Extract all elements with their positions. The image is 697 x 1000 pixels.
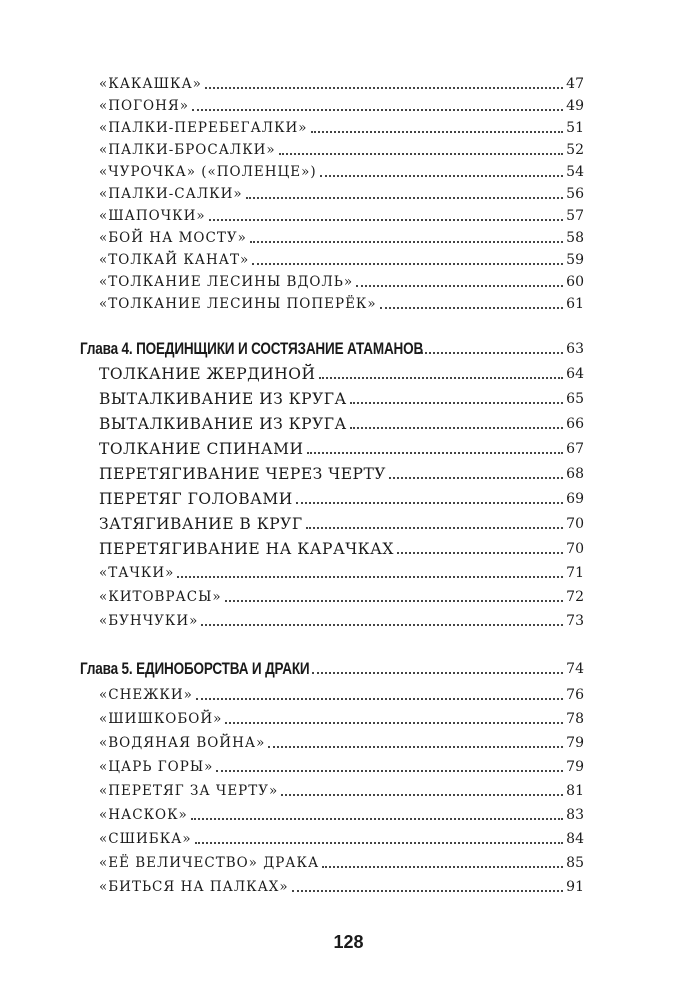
dot-leader [192,109,563,111]
entry-title: «БИТЬСЯ НА ПАЛКАХ» [99,879,289,895]
page-number: 128 [333,932,364,952]
dot-leader [356,285,563,287]
dot-leader [380,307,564,309]
entry-page: 79 [566,759,584,775]
toc-entry [99,74,584,94]
dot-leader [311,131,564,133]
chapter-heading [80,659,584,679]
toc-entry [99,853,584,873]
entry-page: 59 [566,252,584,268]
entry-title: «ТОЛКАНИЕ ЛЕСИНЫ ПОПЕРЁК» [99,296,377,312]
entry-title: ПЕРЕТЯГ ГОЛОВАМИ [99,490,293,508]
chapter-page: 63 [566,341,584,357]
dot-leader [209,219,564,221]
toc-entry [99,611,584,631]
entry-title: ПЕРЕТЯГИВАНИЕ НА КАРАЧКАХ [99,540,394,558]
chapter-title: Глава 4. ПОЕДИНЩИКИ И СОСТЯЗАНИЕ АТАМАНОВ [80,340,424,358]
dot-leader [312,672,563,674]
entry-title: ВЫТАЛКИВАНИЕ ИЗ КРУГА [99,390,347,408]
entry-title: «ЕЁ ВЕЛИЧЕСТВО» ДРАКА [99,855,320,871]
entry-page: 60 [566,274,584,290]
entry-page: 76 [566,687,584,703]
dot-leader [246,197,564,199]
entry-page: 61 [566,296,584,312]
toc-entry [99,464,584,484]
entry-page: 78 [566,711,584,727]
entry-title: ПЕРЕТЯГИВАНИЕ ЧЕРЕЗ ЧЕРТУ [99,465,387,483]
entry-title: «СНЕЖКИ» [99,687,193,703]
toc-entry [99,877,584,897]
entry-page: 84 [566,831,584,847]
dot-leader [250,241,563,243]
toc-entry [99,96,584,116]
toc-entry [99,364,584,384]
dot-leader [196,698,563,700]
dot-leader [292,890,564,892]
dot-leader [225,722,563,724]
entry-title: ТОЛКАНИЕ ЖЕРДИНОЙ [99,365,316,383]
entry-page: 71 [566,565,584,581]
entry-page: 68 [566,466,584,482]
toc-entry [99,489,584,509]
toc-entry [99,294,584,314]
dot-leader [307,452,564,454]
entry-title: «ПАЛКИ-САЛКИ» [99,186,243,202]
entry-title: «ПАЛКИ-БРОСАЛКИ» [99,142,276,158]
entry-page: 81 [566,783,584,799]
entry-title: ЗАТЯГИВАНИЕ В КРУГ [99,515,303,533]
entry-page: 72 [566,589,584,605]
entry-title: «ШАПОЧКИ» [99,208,206,224]
dot-leader [195,842,564,844]
chapter-title: Глава 5. ЕДИНОБОРСТВА И ДРАКИ [80,660,310,678]
entry-page: 58 [566,230,584,246]
toc-entry [99,685,584,705]
dot-leader [216,770,563,772]
toc-entry [99,184,584,204]
entry-title: «ТОЛКАЙ КАНАТ» [99,252,250,268]
dot-leader [418,352,563,354]
entry-page: 47 [566,76,584,92]
toc-entry [99,781,584,801]
entry-page: 67 [566,441,584,457]
toc-entry [99,805,584,825]
toc-entry [99,228,584,248]
dot-leader [389,477,563,479]
dot-leader [268,746,563,748]
toc-entry [99,757,584,777]
dot-leader [320,175,563,177]
dot-leader [191,818,563,820]
entry-page: 85 [566,855,584,871]
dot-leader [306,527,564,529]
entry-title: «ВОДЯНАЯ ВОЙНА» [99,735,266,751]
dot-leader [201,624,563,626]
dot-leader [322,866,563,868]
entry-title: «ПАЛКИ-ПЕРЕБЕГАЛКИ» [99,120,308,136]
entry-title: ВЫТАЛКИВАНИЕ ИЗ КРУГА [99,415,347,433]
entry-title: «НАСКОК» [99,807,188,823]
toc-entry [99,563,584,583]
entry-title: «ТАЧКИ» [99,565,175,581]
toc-entry [99,118,584,138]
toc-entry [99,733,584,753]
dot-leader [350,427,563,429]
entry-page: 54 [566,164,584,180]
entry-title: ТОЛКАНИЕ СПИНАМИ [99,440,304,458]
dot-leader [397,552,563,554]
entry-page: 66 [566,416,584,432]
toc-entry [99,140,584,160]
entry-page: 79 [566,735,584,751]
entry-title: «БУНЧУКИ» [99,613,199,629]
entry-page: 56 [566,186,584,202]
entry-page: 49 [566,98,584,114]
toc-entry [99,709,584,729]
entry-page: 70 [566,541,584,557]
entry-page: 52 [566,142,584,158]
toc-entry [99,272,584,292]
toc-entry [99,829,584,849]
toc-entry [99,514,584,534]
toc-entry [99,162,584,182]
dot-leader [225,600,564,602]
entry-page: 64 [566,366,584,382]
entry-title: «БОЙ НА МОСТУ» [99,230,247,246]
dot-leader [296,502,563,504]
dot-leader [319,377,564,379]
entry-page: 69 [566,491,584,507]
entry-page: 51 [566,120,584,136]
chapter-heading [80,339,584,359]
dot-leader [205,87,563,89]
dot-leader [281,794,563,796]
toc-entry [99,439,584,459]
chapter-page: 74 [566,661,584,677]
dot-leader [177,576,563,578]
entry-title: «КАКАШКА» [99,76,202,92]
toc-entry [99,206,584,226]
entry-title: «КИТОВРАСЫ» [99,589,222,605]
entry-title: «ПОГОНЯ» [99,98,190,114]
entry-title: «ШИШКОБОЙ» [99,711,223,727]
toc-entry [99,539,584,559]
entry-title: «ЧУРОЧКА» («ПОЛЕНЦЕ») [99,164,317,180]
entry-title: «ТОЛКАНИЕ ЛЕСИНЫ ВДОЛЬ» [99,274,354,290]
entry-page: 73 [566,613,584,629]
dot-leader [252,263,563,265]
entry-page: 91 [566,879,584,895]
entry-page: 70 [566,516,584,532]
toc-entry [99,250,584,270]
dot-leader [350,402,563,404]
entry-page: 83 [566,807,584,823]
toc-entry [99,587,584,607]
entry-page: 57 [566,208,584,224]
toc-entry [99,414,584,434]
toc-entry [99,389,584,409]
entry-title: «ПЕРЕТЯГ ЗА ЧЕРТУ» [99,783,279,799]
dot-leader [279,153,563,155]
entry-title: «ЦАРЬ ГОРЫ» [99,759,214,775]
entry-page: 65 [566,391,584,407]
entry-title: «СШИБКА» [99,831,192,847]
